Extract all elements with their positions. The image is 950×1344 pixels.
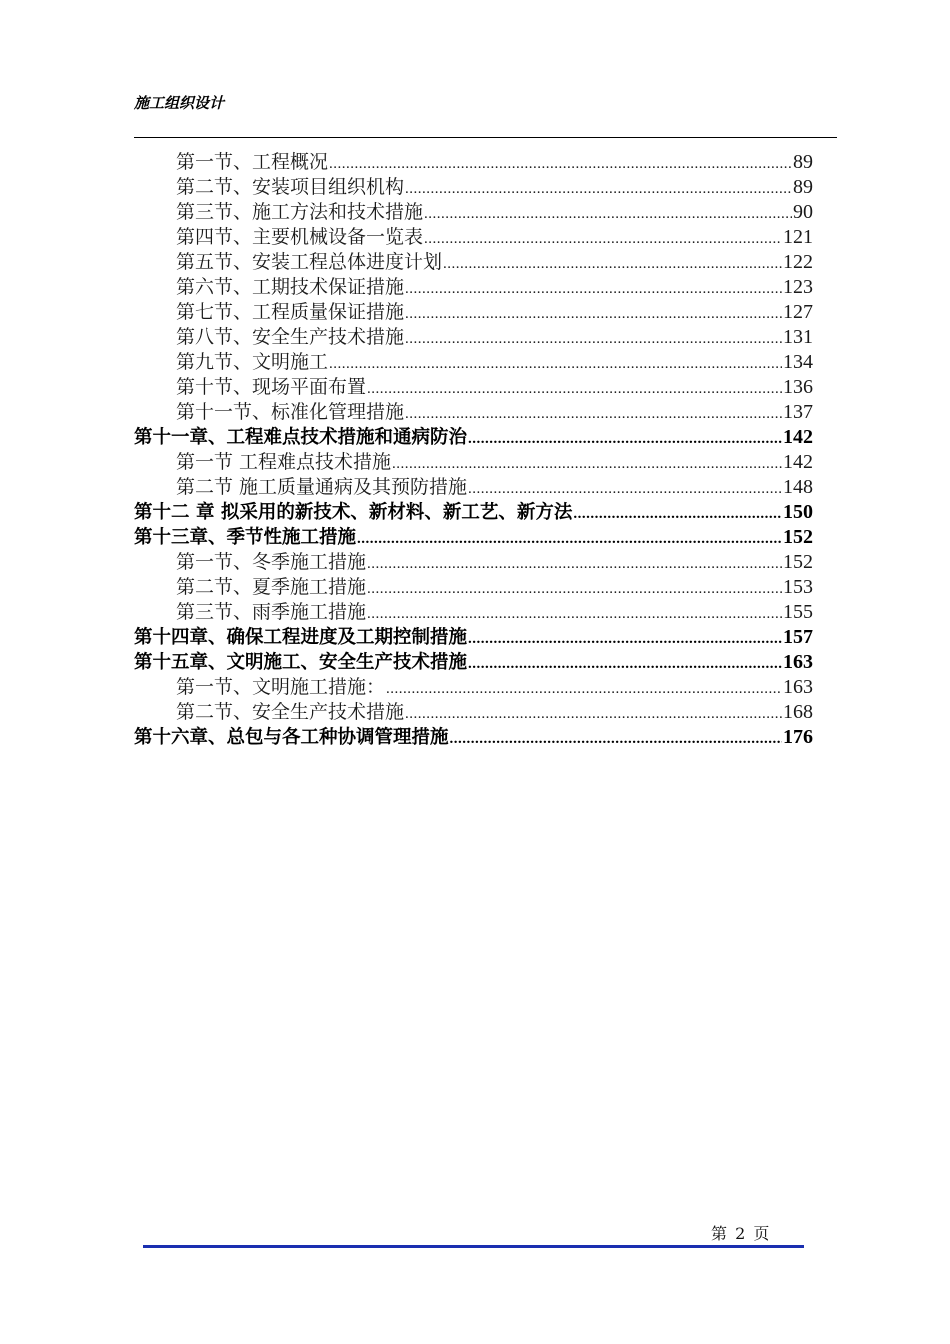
toc-section-entry[interactable]: [134, 275, 813, 300]
toc-entry-title: 第二节、安装项目组织机构: [176, 176, 405, 198]
toc-entry-title: 第十一章、工程难点技术措施和通病防治: [134, 427, 468, 448]
toc-dot-leader: [392, 452, 782, 477]
table-of-contents: [134, 150, 813, 750]
toc-dot-leader: [405, 327, 782, 352]
toc-entry-page-number: 155: [783, 601, 813, 623]
toc-entry-page-number: 152: [783, 526, 813, 548]
toc-entry-page-number: 134: [783, 351, 813, 373]
toc-entry-page-number: 163: [783, 676, 813, 698]
toc-dot-leader: [424, 202, 792, 227]
toc-chapter-entry[interactable]: [134, 650, 813, 675]
toc-entry-title: 第四节、主要机械设备一览表: [176, 226, 424, 248]
toc-section-entry[interactable]: [134, 675, 813, 700]
toc-entry-title: 第十五章、文明施工、安全生产技术措施: [134, 652, 468, 673]
toc-entry-page-number: 122: [783, 251, 813, 273]
footer-page-number: 第 2 页: [711, 1224, 770, 1243]
toc-entry-title: 第十四章、确保工程进度及工期控制措施: [134, 627, 468, 648]
toc-entry-page-number: 163: [783, 651, 813, 673]
toc-entry-page-number: 142: [783, 451, 813, 473]
toc-entry-title: 第七节、工程质量保证措施: [176, 301, 405, 323]
toc-dot-leader: [405, 177, 792, 202]
toc-section-entry[interactable]: [134, 325, 813, 350]
toc-entry-page-number: 121: [783, 226, 813, 248]
toc-entry-title: 第十一节、标准化管理措施: [176, 401, 405, 423]
toc-entry-title: 第二节、夏季施工措施: [176, 576, 367, 598]
toc-dot-leader: [468, 427, 782, 452]
toc-entry-title: 第十二 章 拟采用的新技术、新材料、新工艺、新方法: [134, 502, 573, 523]
toc-entry-title: 第六节、工期技术保证措施: [176, 276, 405, 298]
toc-entry-page-number: 89: [793, 151, 813, 173]
toc-dot-leader: [357, 527, 782, 552]
toc-entry-title: 第二节、安全生产技术措施: [176, 701, 405, 723]
toc-chapter-entry[interactable]: [134, 725, 813, 750]
toc-entry-title: 第三节、雨季施工措施: [176, 601, 367, 623]
toc-entry-page-number: 176: [783, 726, 813, 748]
toc-dot-leader: [405, 702, 782, 727]
toc-section-entry[interactable]: [134, 225, 813, 250]
toc-entry-title: 第一节、文明施工措施：: [176, 676, 386, 698]
toc-entry-page-number: 131: [783, 326, 813, 348]
toc-entry-title: 第十节、现场平面布置: [176, 376, 367, 398]
toc-dot-leader: [367, 552, 782, 577]
toc-chapter-entry[interactable]: [134, 425, 813, 450]
toc-section-entry[interactable]: [134, 250, 813, 275]
toc-dot-leader: [405, 402, 782, 427]
toc-entry-page-number: 148: [783, 476, 813, 498]
toc-entry-title: 第一节、工程概况: [176, 151, 329, 173]
toc-section-entry[interactable]: [134, 350, 813, 375]
toc-dot-leader: [450, 727, 782, 752]
toc-entry-page-number: 153: [783, 576, 813, 598]
footer-divider: [143, 1245, 804, 1248]
toc-section-entry[interactable]: [134, 475, 813, 500]
toc-dot-leader: [573, 502, 782, 527]
toc-entry-title: 第十三章、季节性施工措施: [134, 527, 357, 548]
toc-dot-leader: [443, 252, 782, 277]
toc-entry-page-number: 123: [783, 276, 813, 298]
toc-dot-leader: [405, 277, 782, 302]
toc-chapter-entry[interactable]: [134, 525, 813, 550]
toc-entry-page-number: 142: [783, 426, 813, 448]
toc-dot-leader: [468, 627, 782, 652]
toc-entry-title: 第八节、安全生产技术措施: [176, 326, 405, 348]
document-header-title: 施工组织设计: [134, 94, 225, 112]
header-divider: [134, 137, 837, 138]
toc-entry-page-number: 168: [783, 701, 813, 723]
toc-chapter-entry[interactable]: [134, 625, 813, 650]
toc-dot-leader: [329, 352, 782, 377]
toc-entry-title: 第五节、安装工程总体进度计划: [176, 251, 443, 273]
toc-entry-page-number: 90: [793, 201, 813, 223]
toc-entry-title: 第十六章、总包与各工种协调管理措施: [134, 727, 449, 748]
toc-entry-title: 第三节、施工方法和技术措施: [176, 201, 424, 223]
toc-entry-title: 第一节 工程难点技术措施: [176, 451, 392, 473]
toc-section-entry[interactable]: [134, 450, 813, 475]
toc-section-entry[interactable]: [134, 200, 813, 225]
toc-entry-page-number: 136: [783, 376, 813, 398]
toc-entry-page-number: 157: [783, 626, 813, 648]
toc-dot-leader: [424, 227, 782, 252]
toc-section-entry[interactable]: [134, 150, 813, 175]
toc-dot-leader: [367, 602, 782, 627]
toc-entry-page-number: 127: [783, 301, 813, 323]
toc-dot-leader: [468, 477, 782, 502]
toc-section-entry[interactable]: [134, 700, 813, 725]
toc-dot-leader: [405, 302, 782, 327]
toc-section-entry[interactable]: [134, 550, 813, 575]
toc-entry-page-number: 137: [783, 401, 813, 423]
toc-entry-title: 第二节 施工质量通病及其预防措施: [176, 476, 468, 498]
toc-entry-page-number: 89: [793, 176, 813, 198]
toc-dot-leader: [329, 152, 792, 177]
toc-entry-page-number: 150: [783, 501, 813, 523]
toc-entry-title: 第一节、冬季施工措施: [176, 551, 367, 573]
toc-section-entry[interactable]: [134, 175, 813, 200]
toc-chapter-entry[interactable]: [134, 500, 813, 525]
toc-section-entry[interactable]: [134, 375, 813, 400]
toc-section-entry[interactable]: [134, 575, 813, 600]
toc-entry-page-number: 152: [783, 551, 813, 573]
toc-dot-leader: [367, 577, 782, 602]
toc-section-entry[interactable]: [134, 400, 813, 425]
toc-section-entry[interactable]: [134, 600, 813, 625]
toc-entry-title: 第九节、文明施工: [176, 351, 329, 373]
toc-section-entry[interactable]: [134, 300, 813, 325]
toc-dot-leader: [468, 652, 782, 677]
toc-dot-leader: [386, 677, 782, 702]
toc-dot-leader: [367, 377, 782, 402]
